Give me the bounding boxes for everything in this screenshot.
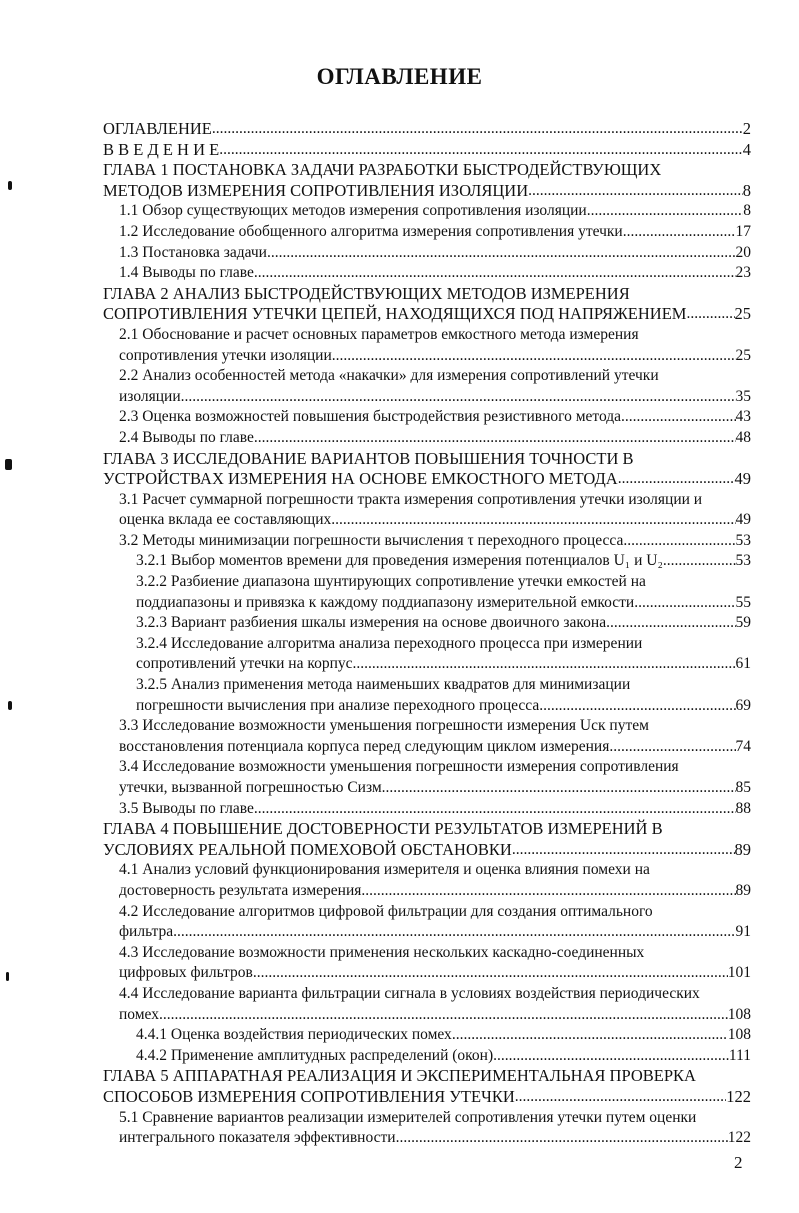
toc-entry[interactable]: МЕТОДОВ ИЗМЕРЕНИЯ СОПРОТИВЛЕНИЯ ИЗОЛЯЦИИ ..... 8 (0, 181, 799, 202)
toc-entry[interactable]: 1.4 Выводы по главе ..... 23 (0, 263, 799, 284)
toc-entry[interactable]: фильтра ..... 91 (0, 922, 799, 943)
toc-chapter-heading[interactable]: ГЛАВА 4 ПОВЫШЕНИЕ ДОСТОВЕРНОСТИ РЕЗУЛЬТАТОВ ИЗМЕРЕНИЙ В (103, 819, 663, 839)
toc-entry[interactable]: В В Е Д Е Н И Е ..... 4 (0, 140, 799, 161)
toc-entry[interactable]: 4.4.2 Применение амплитудных распределений (окон). ..... 111 (0, 1046, 799, 1067)
toc-entry[interactable]: 3.5 Выводы по главе ..... 88 (0, 799, 799, 820)
toc-entry[interactable]: помех ..... 108 (0, 1005, 799, 1026)
toc-entry[interactable]: 1.3 Постановка задачи ..... 20 (0, 243, 799, 264)
toc-entry[interactable]: утечки, вызванной погрешностью Сизм ..... 85 (0, 778, 799, 799)
table-of-contents (0, 119, 799, 1149)
toc-entry-line[interactable]: 4.2 Исследование алгоритмов цифровой фильтрации для создания оптимального (119, 902, 653, 920)
scan-mark (8, 701, 12, 710)
toc-entry[interactable]: погрешности вычисления при анализе переходного процесса ..... 69 (0, 696, 799, 717)
toc-entry-line[interactable]: 3.2.2 Разбиение диапазона шунтирующих сопротивление утечки емкостей на (136, 573, 646, 591)
toc-entry[interactable]: сопротивления утечки изоляции ..... 25 (0, 346, 799, 367)
scan-mark (5, 459, 12, 470)
toc-entry-line[interactable]: 2.1 Обоснование и расчет основных параметров емкостного метода измерения (119, 325, 639, 343)
toc-entry[interactable]: 2.3 Оценка возможностей повышения быстродействия резистивного метода ..... 43 (0, 407, 799, 428)
toc-entry[interactable]: УСТРОЙСТВАХ ИЗМЕРЕНИЯ НА ОСНОВЕ ЕМКОСТНОГО МЕТОДА ..... 49 (0, 469, 799, 490)
scan-mark (8, 181, 12, 190)
toc-entry[interactable]: изоляции ..... 35 (0, 387, 799, 408)
toc-entry-line[interactable]: 2.2 Анализ особенностей метода «накачки» для измерения сопротивлений утечки (119, 367, 659, 385)
page-number: 2 (734, 1153, 743, 1172)
toc-entry-line[interactable]: 3.3 Исследование возможности уменьшения погрешности измерения Uск путем (119, 717, 649, 735)
toc-entry-line[interactable]: 3.2.5 Анализ применения метода наименьших квадратов для минимизации (136, 676, 631, 694)
toc-entry[interactable]: СОПРОТИВЛЕНИЯ УТЕЧКИ ЦЕПЕЙ, НАХОДЯЩИХСЯ ПОД НАПРЯЖЕНИЕМ ..... 25 (0, 304, 799, 325)
toc-entry-line[interactable]: 3.1 Расчет суммарной погрешности тракта измерения сопротивления утечки изоляции и (119, 490, 703, 508)
toc-entry[interactable]: сопротивлений утечки на корпус ..... 61 (0, 654, 799, 675)
toc-entry[interactable]: 2.4 Выводы по главе ..... 48 (0, 428, 799, 449)
toc-entry-line[interactable]: 3.2.4 Исследование алгоритма анализа переходного процесса при измерении (136, 634, 643, 652)
toc-chapter-heading[interactable]: ГЛАВА 3 ИССЛЕДОВАНИЕ ВАРИАНТОВ ПОВЫШЕНИЯ ТОЧНОСТИ В (103, 448, 634, 468)
toc-entry[interactable]: УСЛОВИЯХ РЕАЛЬНОЙ ПОМЕХОВОЙ ОБСТАНОВКИ ..... 89 (0, 840, 799, 861)
toc-entry[interactable]: ОГЛАВЛЕНИЕ ..... 2 (0, 119, 799, 140)
page-title: ОГЛАВЛЕНИЕ (316, 64, 483, 89)
toc-entry[interactable]: 3.2.3 Вариант разбиения шкалы измерения на основе двоичного закона ..... 59 (0, 613, 799, 634)
toc-entry-line[interactable]: 3.4 Исследование возможности уменьшения погрешности измерения сопротивления (119, 758, 679, 776)
toc-entry-line[interactable]: 4.4 Исследование варианта фильтрации сигнала в условиях воздействия периодических (119, 984, 700, 1002)
toc-entry[interactable]: интегрального показателя эффективности ..... 122 (0, 1128, 799, 1149)
toc-chapter-heading[interactable]: ГЛАВА 2 АНАЛИЗ БЫСТРОДЕЙСТВУЮЩИХ МЕТОДОВ ИЗМЕРЕНИЯ (103, 283, 630, 303)
toc-entry[interactable]: 1.1 Обзор существующих методов измерения сопротивления изоляции. ..... 8 (0, 201, 799, 222)
toc-entry[interactable]: восстановления потенциала корпуса перед следующим циклом измерения ..... 74 (0, 737, 799, 758)
toc-entry-line[interactable]: 5.1 Сравнение вариантов реализации измерителей сопротивления утечки путем оценки (119, 1108, 697, 1126)
toc-entry-line[interactable]: 4.3 Исследование возможности применения нескольких каскадно-соединенных (119, 943, 645, 961)
toc-entry[interactable]: 3.2 Методы минимизации погрешности вычисления τ переходного процесса ..... 53 (0, 531, 799, 552)
toc-entry[interactable]: оценка вклада ее составляющих. ..... 49 (0, 510, 799, 531)
toc-entry[interactable]: 3.2.1 Выбор моментов времени для проведения измерения потенциалов U₁ и U₂ ..... 53 (0, 551, 799, 572)
toc-entry[interactable]: 1.2 Исследование обобщенного алгоритма измерения сопротивления утечки ..... 17 (0, 222, 799, 243)
toc-entry[interactable]: цифровых фильтров ..... 101 (0, 963, 799, 984)
toc-entry[interactable]: поддиапазоны и привязка к каждому поддиапазону измерительной емкости ..... 55 (0, 593, 799, 614)
toc-entry[interactable]: достоверность результата измерения ..... 89 (0, 881, 799, 902)
scan-mark (6, 972, 9, 981)
toc-entry[interactable]: 4.4.1 Оценка воздействия периодических помех ..... 108 (0, 1025, 799, 1046)
toc-chapter-heading[interactable]: ГЛАВА 5 АППАРАТНАЯ РЕАЛИЗАЦИЯ И ЭКСПЕРИМЕНТАЛЬНАЯ ПРОВЕРКА (103, 1066, 696, 1086)
toc-chapter-heading[interactable]: ГЛАВА 1 ПОСТАНОВКА ЗАДАЧИ РАЗРАБОТКИ БЫСТРОДЕЙСТВУЮЩИХ (103, 160, 662, 180)
toc-entry-line[interactable]: 4.1 Анализ условий функционирования измерителя и оценка влияния помехи на (119, 861, 650, 879)
toc-entry[interactable]: СПОСОБОВ ИЗМЕРЕНИЯ СОПРОТИВЛЕНИЯ УТЕЧКИ ..... 122 (0, 1087, 799, 1108)
